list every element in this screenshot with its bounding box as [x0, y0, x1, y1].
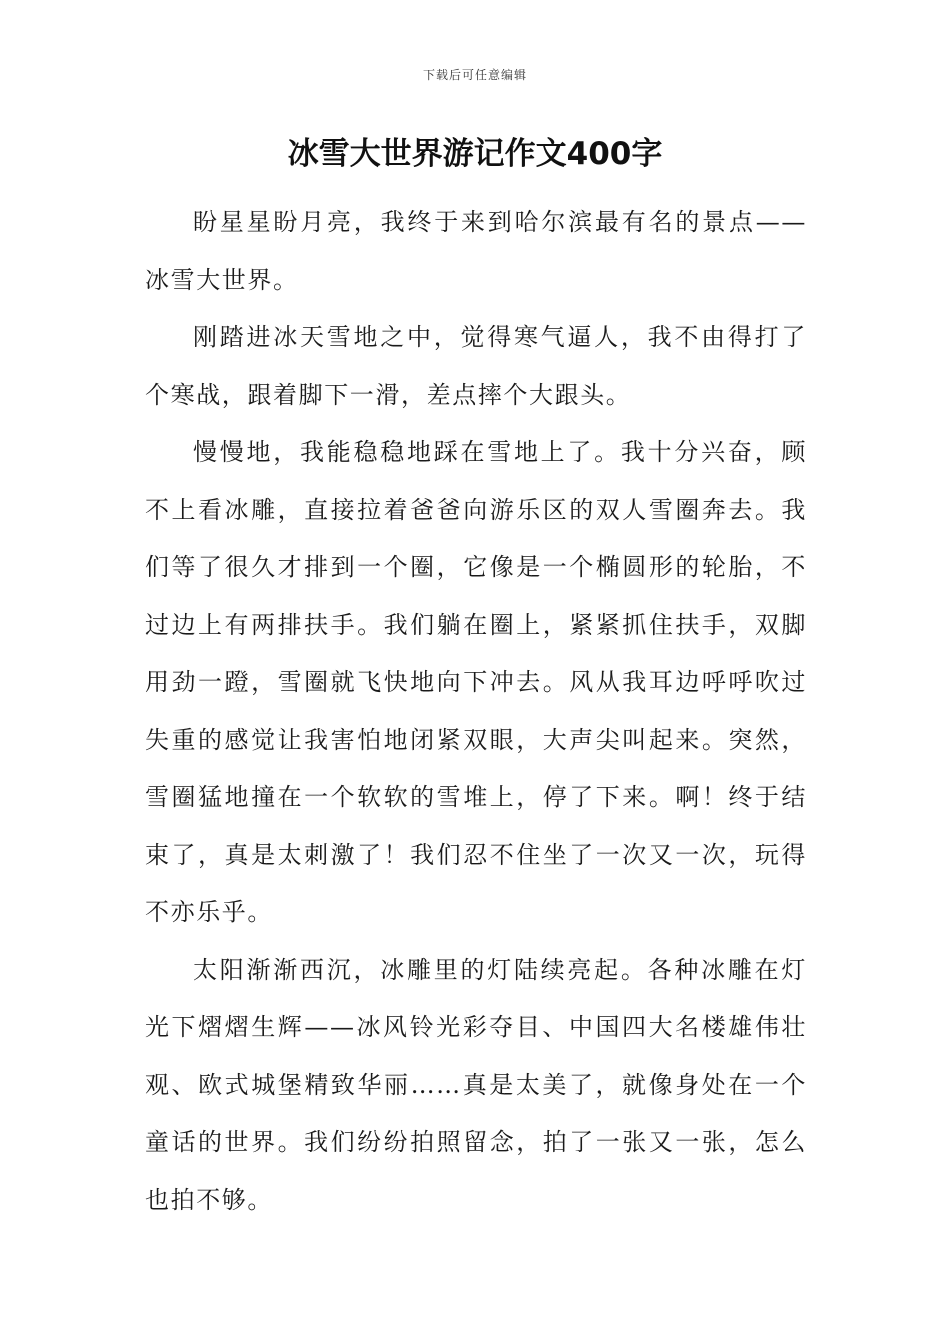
paragraph-4: 太阳渐渐西沉，冰雕里的灯陆续亮起。各种冰雕在灯光下熠熠生辉——冰风铃光彩夺目、中国四大名楼雄伟壮观、欧式城堡精致华丽……真是太美了，就像身处在一个童话的世界。我们纷纷拍照留念，拍了一张又一张，怎么也拍不够。 — [145, 955, 807, 1214]
paragraph-2: 刚踏进冰天雪地之中，觉得寒气逼人，我不由得打了个寒战，跟着脚下一滑，差点摔个大跟头。 — [145, 323, 807, 409]
document-title: 冰雪大世界游记作文400字 — [287, 136, 663, 172]
paragraph-1: 盼星星盼月亮，我终于来到哈尔滨最有名的景点——冰雪大世界。 — [145, 208, 807, 294]
header-note: 下载后可任意编辑 — [422, 68, 527, 82]
paragraph-3: 慢慢地，我能稳稳地踩在雪地上了。我十分兴奋，顾不上看冰雕，直接拉着爸爸向游乐区的双人雪圈奔去。我们等了很久才排到一个圈，它像是一个椭圆形的轮胎，不过边上有两排扶手。我们躺在圈上，紧紧抓住扶手，双脚用劲一蹬，雪圈就飞快地向下冲去。风从我耳边呼呼吹过失重的感觉让我害怕地闭紧双眼，大声尖叫起来。突然，雪圈猛地撞在一个软软的雪堆上，停了下来。啊！终于结束了，真是太刺激了！我们忍不住坐了一次又一次，玩得不亦乐乎。 — [145, 438, 807, 926]
document-body — [145, 194, 807, 1229]
